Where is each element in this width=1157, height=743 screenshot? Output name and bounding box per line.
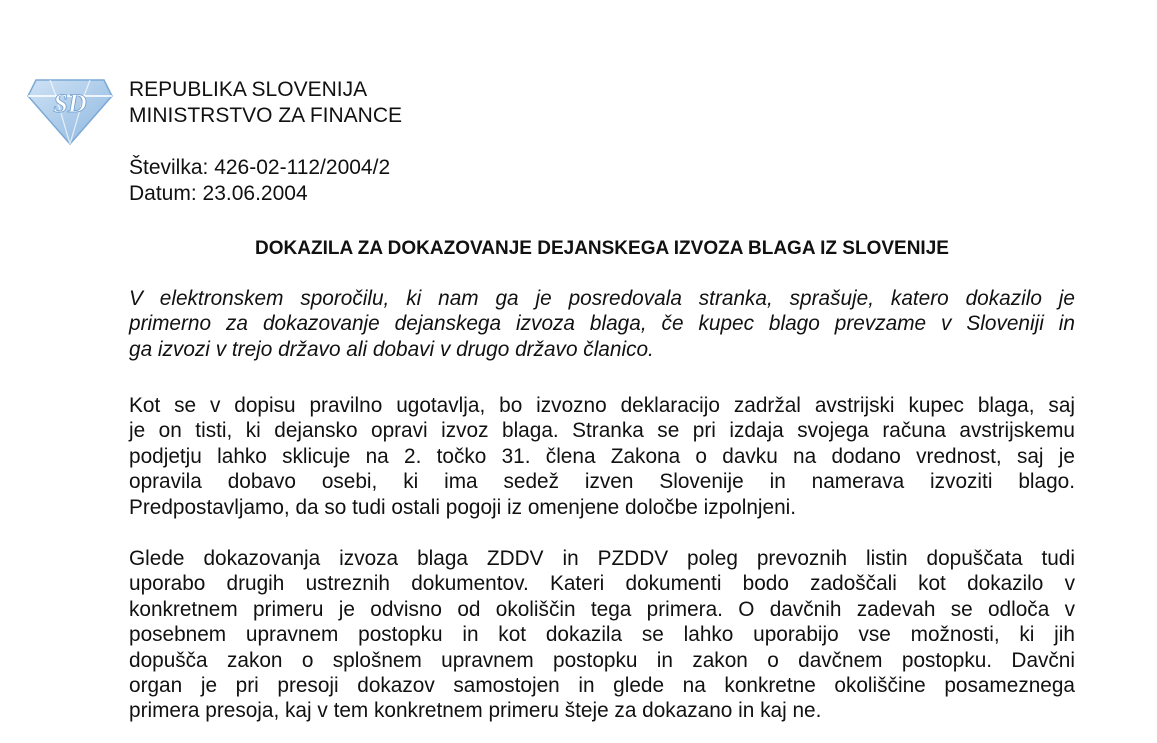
header-ministry: MINISTRSTVO ZA FINANCE	[129, 104, 403, 127]
paragraph-line: Glede dokazovanja izvoza blaga ZDDV in PZDDV poleg prevoznih listin dopuščata tudi	[129, 547, 1075, 570]
header-republic: REPUBLIKA SLOVENIJA	[129, 78, 368, 101]
sd-diamond-logo-icon	[26, 74, 114, 146]
paragraph-line: konkretnem primeru je odvisno od okoliščin tega primera. O davčnih zadevah se odloča v	[129, 597, 1075, 621]
paragraph-line: organ je pri presoji dokazov samostojen in glede na konkretne okoliščine posameznega	[129, 674, 1075, 698]
paragraph-line: podjetju lahko sklicuje na 2. točko 31. člena Zakona o davku na dodano vrednost, saj je	[129, 444, 1075, 468]
paragraph-line: dopušča zakon o splošnem upravnem postopku in zakon o davčnem postopku. Davčni	[129, 648, 1075, 672]
paragraph-line: je on tisti, ki dejansko opravi izvoz blaga. Stranka se pri izdaja svojega računa avstrijskemu	[129, 419, 1075, 443]
paragraph-line: uporabo drugih ustreznih dokumentov. Kateri dokumenti bodo zadoščali kot dokazilo v	[129, 572, 1075, 596]
document-date: Datum: 23.06.2004	[129, 182, 308, 205]
ministry-logo	[26, 74, 114, 146]
document-meta	[129, 155, 390, 207]
document-number: Številka: 426-02-112/2004/2	[129, 156, 391, 179]
paragraph-line: Predpostavljamo, da so tudi ostali pogoji iz omenjene določbe izpolnjeni.	[129, 495, 797, 519]
paragraph-answer	[129, 393, 1075, 520]
paragraph-line: opravila dobavo osebi, ki ima sedež izven Slovenije in namerava izvoziti blago.	[129, 470, 1075, 494]
document-header	[129, 77, 402, 129]
paragraph-question	[129, 286, 1075, 362]
paragraph-line: primerno za dokazovanje dejanskega izvoza blaga, če kupec blago prevzame v Sloveniji in	[129, 312, 1075, 336]
paragraph-line: V elektronskem sporočilu, ki nam ga je posredovala stranka, sprašuje, katero dokazilo je	[129, 287, 1075, 310]
paragraph-line: posebnem upravnem postopku in kot dokazila se lahko uporabijo vse možnosti, ki jih	[129, 623, 1075, 647]
paragraph-line: primera presoja, kaj v tem konkretnem primeru šteje za dokazano in kaj ne.	[129, 699, 822, 723]
document-title: DOKAZILA ZA DOKAZOVANJE DEJANSKEGA IZVOZA BLAGA IZ SLOVENIJE	[255, 238, 949, 259]
paragraph-evidence	[129, 546, 1075, 724]
paragraph-line: Kot se v dopisu pravilno ugotavlja, bo izvozno deklaracijo zadržal avstrijski kupec blaga, saj	[129, 394, 1075, 417]
paragraph-line: ga izvozi v trejo državo ali dobavi v drugo državo članico.	[129, 337, 654, 361]
logo-text: SD	[53, 89, 87, 118]
